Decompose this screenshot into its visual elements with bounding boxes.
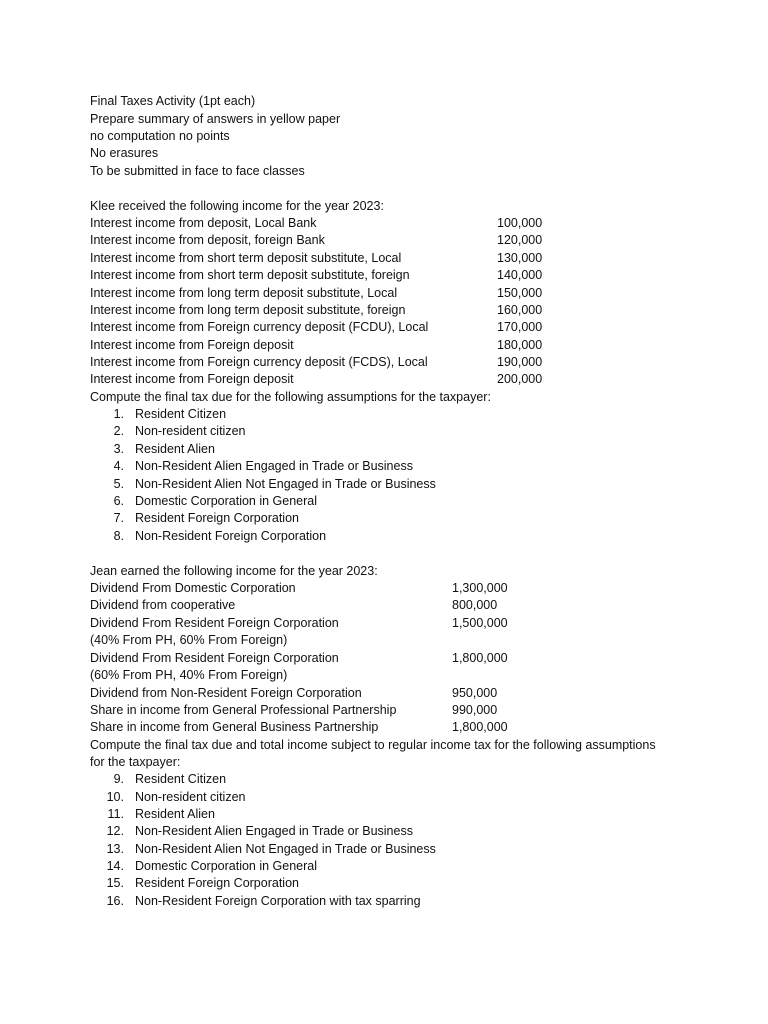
list-item: Non-Resident Alien Not Engaged in Trade or Business bbox=[135, 842, 436, 856]
klee-income-label: Interest income from Foreign deposit bbox=[90, 372, 294, 386]
jean-income-label: Share in income from General Business Partnership bbox=[90, 720, 379, 734]
list-number: 9. bbox=[113, 772, 124, 786]
jean-income-note: (60% From PH, 40% From Foreign) bbox=[90, 668, 288, 682]
jean-income-amount: 800,000 bbox=[452, 598, 498, 612]
klee-instruction: Compute the final tax due for the following assumptions for the taxpayer: bbox=[90, 390, 491, 404]
list-number: 10. bbox=[106, 790, 124, 804]
list-item: Resident Citizen bbox=[135, 772, 227, 786]
list-number: 14. bbox=[106, 859, 124, 873]
jean-income-amount: 950,000 bbox=[452, 686, 498, 700]
klee-income-label: Interest income from short term deposit substitute, foreign bbox=[90, 268, 410, 282]
list-item: Domestic Corporation in General bbox=[135, 859, 318, 873]
header-line: Final Taxes Activity (1pt each) bbox=[90, 94, 256, 108]
jean-income-amount: 1,300,000 bbox=[452, 581, 508, 595]
list-number: 1. bbox=[113, 407, 124, 421]
list-item: Resident Citizen bbox=[135, 407, 227, 421]
list-item: Resident Alien bbox=[135, 807, 215, 821]
jean-income-label: Dividend From Domestic Corporation bbox=[90, 581, 296, 595]
list-number: 2. bbox=[113, 424, 124, 438]
klee-income-amount: 120,000 bbox=[497, 233, 543, 247]
list-item: Non-Resident Foreign Corporation with tax sparring bbox=[135, 894, 421, 908]
header-line: no computation no points bbox=[90, 129, 230, 143]
list-number: 8. bbox=[113, 529, 124, 543]
list-item: Non-resident citizen bbox=[135, 424, 246, 438]
jean-instruction-line1: Compute the final tax due and total income subject to regular income tax for the following assumptions bbox=[90, 738, 656, 752]
list-item: Non-Resident Foreign Corporation bbox=[135, 529, 327, 543]
jean-income-label: Dividend from cooperative bbox=[90, 598, 236, 612]
klee-income-amount: 100,000 bbox=[497, 216, 543, 230]
header-line: To be submitted in face to face classes bbox=[90, 164, 305, 178]
header-line: No erasures bbox=[90, 146, 159, 160]
klee-income-amount: 180,000 bbox=[497, 338, 543, 352]
klee-income-label: Interest income from Foreign currency deposit (FCDS), Local bbox=[90, 355, 428, 369]
list-number: 12. bbox=[106, 824, 124, 838]
list-number: 6. bbox=[113, 494, 124, 508]
list-number: 4. bbox=[113, 459, 124, 473]
klee-intro: Klee received the following income for the year 2023: bbox=[90, 199, 384, 213]
list-item: Resident Alien bbox=[135, 442, 215, 456]
klee-income-amount: 130,000 bbox=[497, 251, 543, 265]
jean-income-note: (40% From PH, 60% From Foreign) bbox=[90, 633, 288, 647]
jean-income-label: Dividend from Non-Resident Foreign Corporation bbox=[90, 686, 362, 700]
list-item: Non-Resident Alien Engaged in Trade or Business bbox=[135, 459, 413, 473]
jean-income-amount: 990,000 bbox=[452, 703, 498, 717]
list-number: 13. bbox=[106, 842, 124, 856]
jean-intro: Jean earned the following income for the year 2023: bbox=[90, 564, 378, 578]
klee-income-amount: 170,000 bbox=[497, 320, 543, 334]
klee-income-label: Interest income from deposit, Local Bank bbox=[90, 216, 317, 230]
list-number: 11. bbox=[107, 807, 124, 821]
klee-income-amount: 160,000 bbox=[497, 303, 543, 317]
jean-instruction-line2: for the taxpayer: bbox=[90, 755, 181, 769]
list-item: Resident Foreign Corporation bbox=[135, 511, 299, 525]
klee-income-label: Interest income from short term deposit substitute, Local bbox=[90, 251, 402, 265]
list-item: Domestic Corporation in General bbox=[135, 494, 318, 508]
jean-income-label: Dividend From Resident Foreign Corporation bbox=[90, 651, 339, 665]
jean-income-label: Share in income from General Professional Partnership bbox=[90, 703, 397, 717]
list-item: Non-Resident Alien Engaged in Trade or Business bbox=[135, 824, 413, 838]
klee-income-amount: 150,000 bbox=[497, 286, 543, 300]
jean-income-amount: 1,500,000 bbox=[452, 616, 508, 630]
list-item: Resident Foreign Corporation bbox=[135, 876, 299, 890]
klee-income-amount: 140,000 bbox=[497, 268, 543, 282]
klee-income-label: Interest income from Foreign currency deposit (FCDU), Local bbox=[90, 320, 429, 334]
klee-income-label: Interest income from Foreign deposit bbox=[90, 338, 294, 352]
klee-income-label: Interest income from long term deposit substitute, foreign bbox=[90, 303, 406, 317]
list-number: 5. bbox=[113, 477, 124, 491]
list-number: 15. bbox=[106, 876, 124, 890]
jean-income-label: Dividend From Resident Foreign Corporation bbox=[90, 616, 339, 630]
list-number: 16. bbox=[106, 894, 124, 908]
jean-income-amount: 1,800,000 bbox=[452, 651, 508, 665]
klee-income-amount: 200,000 bbox=[497, 372, 543, 386]
list-number: 3. bbox=[113, 442, 124, 456]
list-item: Non-resident citizen bbox=[135, 790, 246, 804]
list-number: 7. bbox=[113, 511, 124, 525]
klee-income-label: Interest income from deposit, foreign Bank bbox=[90, 233, 325, 247]
jean-income-amount: 1,800,000 bbox=[452, 720, 508, 734]
klee-income-label: Interest income from long term deposit substitute, Local bbox=[90, 286, 398, 300]
list-item: Non-Resident Alien Not Engaged in Trade or Business bbox=[135, 477, 436, 491]
klee-income-amount: 190,000 bbox=[497, 355, 543, 369]
header-line: Prepare summary of answers in yellow paper bbox=[90, 112, 341, 126]
